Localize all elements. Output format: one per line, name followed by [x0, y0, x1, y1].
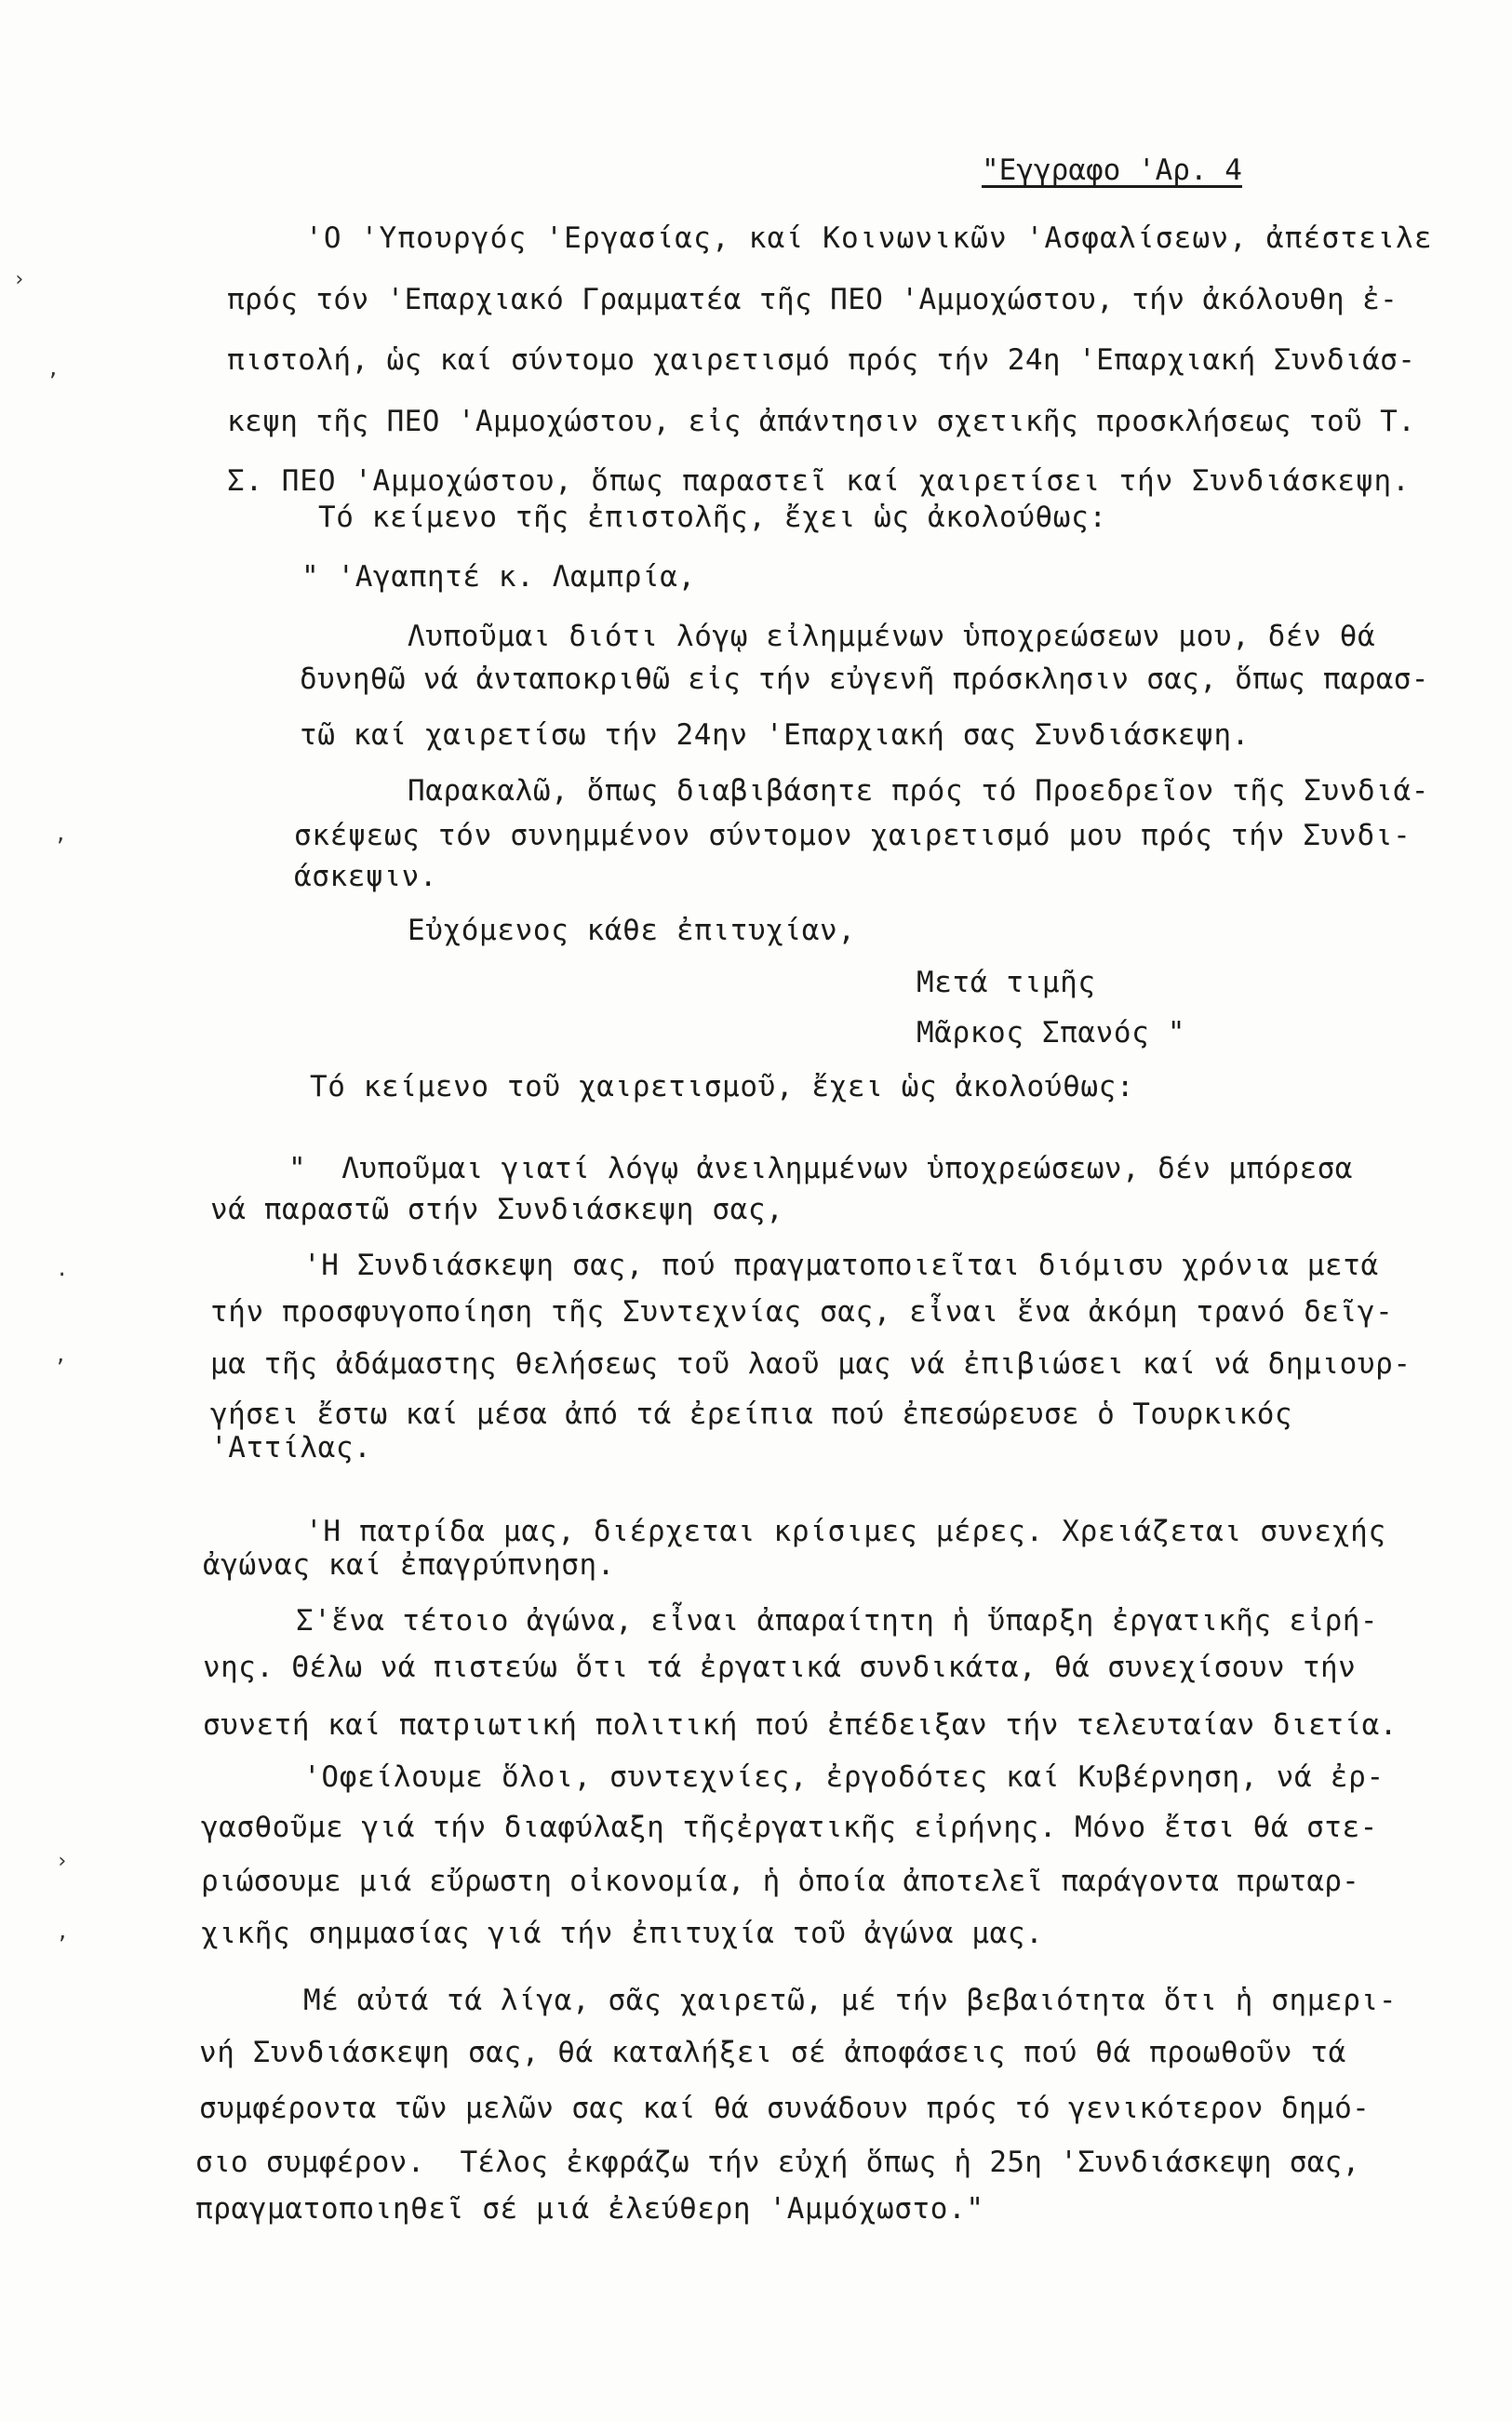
text-line: συνετή καί πατριωτική πολιτική πού ἐπέδειξαν τήν τελευταίαν διετία.: [203, 1708, 1398, 1742]
text-line: σιο συμφέρον. Τέλος ἐκφράζω τήν εὐχή ὅπως ἡ 25η 'Συνδιάσκεψη σας,: [195, 2146, 1360, 2179]
margin-mark: ’: [54, 1357, 67, 1380]
salutation: " 'Αγαπητέ κ. Λαμπρία,: [301, 560, 696, 594]
margin-mark: ’: [54, 836, 67, 859]
text-line: συμφέροντα τῶν μελῶν σας καί θά συνάδουν πρός τό γενικότερον δημό-: [199, 2092, 1371, 2125]
text-line: νης. Θέλω νά πιστεύω ὅτι τά ἐργατικά συνδικάτα, θά συνεχίσουν τήν: [203, 1651, 1357, 1684]
text-line: 'Αττίλας.: [210, 1431, 372, 1465]
text-line: χικῆς σημμασίας γιά τήν ἐπιτυχία τοῦ ἀγώνα μας.: [201, 1917, 1044, 1950]
margin-mark: ·: [56, 1264, 69, 1287]
text-line: 'Η πατρίδα μας, διέρχεται κρίσιμες μέρες. Χρειάζεται συνεχής: [305, 1515, 1386, 1548]
text-line: πρός τόν 'Επαρχιακό Γραμματέα τῆς ΠΕΟ 'Αμμοχώστου, τήν ἀκόλουθη ἐ-: [227, 283, 1398, 316]
text-line: κεψη τῆς ΠΕΟ 'Αμμοχώστου, εἰς ἀπάντησιν σχετικῆς προσκλήσεως τοῦ Τ.: [227, 405, 1416, 438]
text-line: 'Οφείλουμε ὅλοι, συντεχνίες, ἐργοδότες καί Κυβέρνηση, νά ἐρ-: [303, 1760, 1385, 1794]
text-line: τῶ καί χαιρετίσω τήν 24ην 'Επαρχιακή σας Συνδιάσκεψη.: [300, 718, 1250, 752]
text-line: Λυποῦμαι διότι λόγῳ εἰλημμένων ὑποχρεώσεων μου, δέν θά: [408, 620, 1376, 653]
text-line: ριώσουμε μιά εὔρωστη οἰκονομία, ἡ ὁποία ἀποτελεῖ παράγοντα πρωταρ-: [201, 1865, 1359, 1898]
text-line: πραγματοποιηθεῖ σέ μιά ἐλεύθερη 'Αμμόχωστο.": [195, 2192, 984, 2226]
text-line: Σ. ΠΕΟ 'Αμμοχώστου, ὅπως παραστεῖ καί χαιρετίσει τήν Συνδιάσκεψη.: [227, 464, 1411, 498]
text-line: Μέ αὐτά τά λίγα, σᾶς χαιρετῶ, μέ τήν βεβαιότητα ὅτι ἡ σημερι-: [303, 1984, 1398, 2017]
text-line: " Λυποῦμαι γιατί λόγῳ ἀνειλημμένων ὑποχρεώσεων, δέν μπόρεσα: [288, 1152, 1353, 1185]
margin-mark: ›: [13, 268, 26, 291]
text-line: γασθοῦμε γιά τήν διαφύλαξη τῆςἐργατικῆς εἰρήνης. Μόνο ἔτσι θά στε-: [201, 1811, 1378, 1844]
text-line: Τό κείμενο τοῦ χαιρετισμοῦ, ἔχει ὡς ἀκολούθως:: [310, 1070, 1135, 1103]
text-line: ἀγώνας καί ἐπαγρύπνηση.: [203, 1548, 616, 1582]
signature-closing: Μετά τιμῆς: [917, 966, 1096, 999]
text-line: Εὐχόμενος κάθε ἐπιτυχίαν,: [408, 914, 856, 947]
text-line: άσκεψιν.: [294, 860, 438, 893]
text-line: Παρακαλῶ, ὅπως διαβιβάσητε πρός τό Προεδρεῖον τῆς Συνδιά-: [408, 774, 1430, 808]
text-line: νή Συνδιάσκεψη σας, θά καταλήξει σέ ἀποφάσεις πού θά προωθοῦν τά: [199, 2036, 1346, 2069]
text-line: πιστολή, ὡς καί σύντομο χαιρετισμό πρός τήν 24η 'Επαρχιακή Συνδιάσ-: [227, 343, 1416, 377]
text-line: σκέψεως τόν συνημμένον σύντομον χαιρετισμό μου πρός τήν Συνδι-: [294, 819, 1412, 852]
text-line: 'Ο 'Υπουργός 'Εργασίας, καί Κοινωνικῶν 'Ασφαλίσεων, ἀπέστειλε: [305, 221, 1433, 255]
text-line: δυνηθῶ νά ἀνταποκριθῶ εἰς τήν εὐγενῆ πρόσκλησιν σας, ὅπως παρασ-: [300, 662, 1429, 696]
margin-mark: ’: [47, 370, 60, 394]
text-line: τήν προσφυγοποίηση τῆς Συντεχνίας σας, εἶναι ἕνα ἀκόμη τρανό δεῖγ-: [210, 1295, 1394, 1329]
signature-name: Μᾶρκος Σπανός ": [917, 1016, 1185, 1050]
text-line: 'Η Συνδιάσκεψη σας, πού πραγματοποιεῖται διόμισυ χρόνια μετά: [303, 1249, 1379, 1282]
text-line: νά παραστῶ στήν Συνδιάσκεψη σας,: [210, 1193, 784, 1226]
margin-mark: ›: [56, 1850, 69, 1873]
text-line: Σ'ἕνα τέτοιο ἀγώνα, εἶναι ἀπαραίτητη ἡ ὕπαρξη ἐργατικῆς εἰρή-: [296, 1604, 1378, 1638]
margin-mark: ’: [56, 1933, 69, 1957]
text-line: γήσει ἔστω καί μέσα ἀπό τά ἐρείπια πού ἐπεσώρευσε ὁ Τουρκικός: [210, 1398, 1292, 1431]
text-line: Τό κείμενο τῆς ἐπιστολῆς, ἔχει ὡς ἀκολούθως:: [318, 501, 1107, 534]
document-title: "Εγγραφο 'Αρ. 4: [982, 154, 1242, 187]
text-line: μα τῆς ἀδάμαστης θελήσεως τοῦ λαοῦ μας νά ἐπιβιώσει καί νά δημιουρ-: [210, 1347, 1412, 1381]
